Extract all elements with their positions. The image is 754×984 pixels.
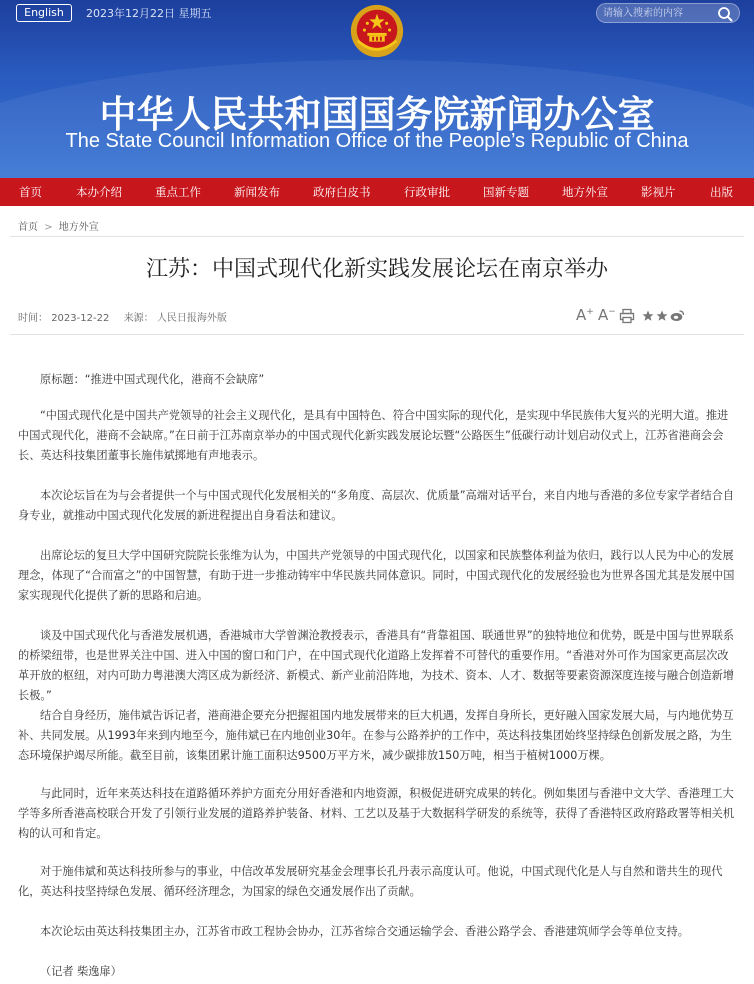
nav-item-publications[interactable]: 出版 [710, 185, 733, 199]
breadcrumb-home[interactable]: 首页 [18, 222, 38, 233]
publish-time: 2023-12-22 [51, 313, 110, 324]
search-input[interactable] [603, 5, 713, 21]
source-label: 来源： [123, 313, 154, 324]
article-meta [18, 309, 227, 324]
nav-item-key-work[interactable]: 重点工作 [155, 185, 201, 199]
nav-item-local-publicity[interactable]: 地方外宣 [562, 185, 608, 199]
nav-item-about[interactable]: 本办介绍 [76, 185, 122, 199]
breadcrumb [18, 218, 99, 233]
breadcrumb-divider [10, 236, 744, 237]
site-title-chinese: 中华人民共和国国务院新闻办公室 [99, 93, 655, 136]
article-title: 江苏：中国式现代化新实践发展论坛在南京举办 [145, 257, 608, 282]
paragraph: 与此同时，近年来英达科技在道路循环养护方面充分用好香港和内地资源，积极促进研究成果的转化。例如集团与香港中文大学、香港理工大学等多所香港高校联合开发了引领行业发展的道路养护装备、材料、工艺以及基于大数据科学研发的系统等，获得了香港特区政府路政署等相关机构的认可和肯定。 [18, 787, 735, 840]
paragraph: 原标题：“推进中国式现代化，港商不会缺席” [40, 373, 265, 386]
time-label: 时间： [18, 313, 48, 324]
paragraph: 结合自身经历，施伟斌告诉记者，港商港企要充分把握祖国内地发展带来的巨大机遇，发挥自身所长，更好融入国家发展大局，与内地优势互补、共同发展。从1993年来到内地至今，施伟斌已在内地创业30年。在参与公路养护的工作中，英达科技集团始终坚持绿色创新发展之路，为生态环境保护竭尽所能。截至目前，该集团累计施工面积达9500万平方米，减少碳排放150万吨，相当于植树1000万棵。 [18, 709, 734, 762]
meta-divider [10, 334, 744, 335]
share-icon[interactable] [656, 310, 668, 322]
english-button[interactable]: English [16, 4, 72, 22]
nav-item-administrative-approval[interactable]: 行政审批 [404, 185, 450, 199]
paragraph: 对于施伟斌和英达科技所参与的事业，中信改革发展研究基金会理事长孔丹表示高度认可。他说，中国式现代化是人与自然和谐共生的现代化，英达科技坚持绿色发展、循环经济理念，为国家的绿色交通发展作出了贡献。 [18, 865, 723, 898]
nav-item-white-papers[interactable]: 政府白皮书 [313, 185, 371, 199]
paragraph: 本次论坛由英达科技集团主办，江苏省市政工程协会协办，江苏省综合交通运输学会、香港公路学会、香港建筑师学会等单位支持。 [40, 925, 689, 938]
breadcrumb-separator: > [44, 222, 53, 233]
national-emblem-icon [348, 2, 406, 60]
source-name: 人民日报海外版 [156, 313, 227, 324]
print-icon[interactable] [619, 308, 635, 324]
nav-item-home[interactable]: 首页 [19, 185, 42, 199]
nav-item-special-topics[interactable]: 国新专题 [483, 185, 529, 199]
paragraph: 谈及中国式现代化与香港发展机遇，香港城市大学曾渊沧教授表示，香港具有“背靠祖国、联通世界”的独特地位和优势，既是中国与世界联系的桥梁纽带，也是世界关注中国、进入中国的窗口和门户，在中国式现代化道路上发挥着不可替代的重要作用。“香港对外可作为国家更高层次改革开放的枢纽，对内可助力粤港澳大湾区成为新经济、新模式、新产业前沿阵地，为技术、资本、人才、数据等要素资源深度连接与融合创造新增长极。” [18, 629, 735, 702]
paragraph: 出席论坛的复旦大学中国研究院院长张维为认为，中国共产党领导的中国式现代化，以国家和民族整体利益为依归，践行以人民为中心的发展理念，体现了“合而富之”的中国智慧，有助于进一步推动铸牢中华民族共同体意识。同时，中国式现代化的发展经验也为世界各国尤其是发展中国家实现现代化提供了新的思路和启迪。 [18, 549, 735, 602]
site-header [0, 0, 754, 178]
search-icon[interactable] [717, 6, 733, 22]
paragraph: “中国式现代化是中国共产党领导的社会主义现代化，是具有中国特色、符合中国实际的现代化，是实现中华民族伟大复兴的光明大道。推进中国式现代化，港商不会缺席。”在日前于江苏南京举办的中国式现代化新实践发展论坛暨“公路医生”低碳行动计划启动仪式上，江苏省港商会会长、英达科技集团董事长施伟斌掷地有声地表示。 [18, 409, 729, 462]
search-box[interactable] [596, 3, 740, 23]
font-increase-icon[interactable]: A+ [576, 306, 594, 324]
nav-item-films[interactable]: 影视片 [641, 185, 676, 199]
site-title-english: The State Council Information Office of the People’s Republic of China [65, 130, 689, 152]
reporter-byline: （记者 柴逸扉） [40, 965, 122, 978]
main-nav [0, 178, 754, 206]
favorite-icon[interactable] [642, 310, 654, 322]
paragraph: 本次论坛旨在为与会者提供一个与中国式现代化发展相关的“多角度、高层次、优质量”高端对话平台，来自内地与香港的多位专家学者结合自身专业，就推动中国式现代化发展的新进程提出自身看法和建议。 [18, 489, 735, 522]
weibo-icon[interactable] [670, 309, 685, 322]
breadcrumb-current[interactable]: 地方外宣 [58, 222, 99, 233]
nav-item-press-releases[interactable]: 新闻发布 [234, 185, 280, 199]
font-decrease-icon[interactable]: A− [598, 306, 616, 324]
current-date: 2023年12月22日 星期五 [86, 7, 212, 20]
